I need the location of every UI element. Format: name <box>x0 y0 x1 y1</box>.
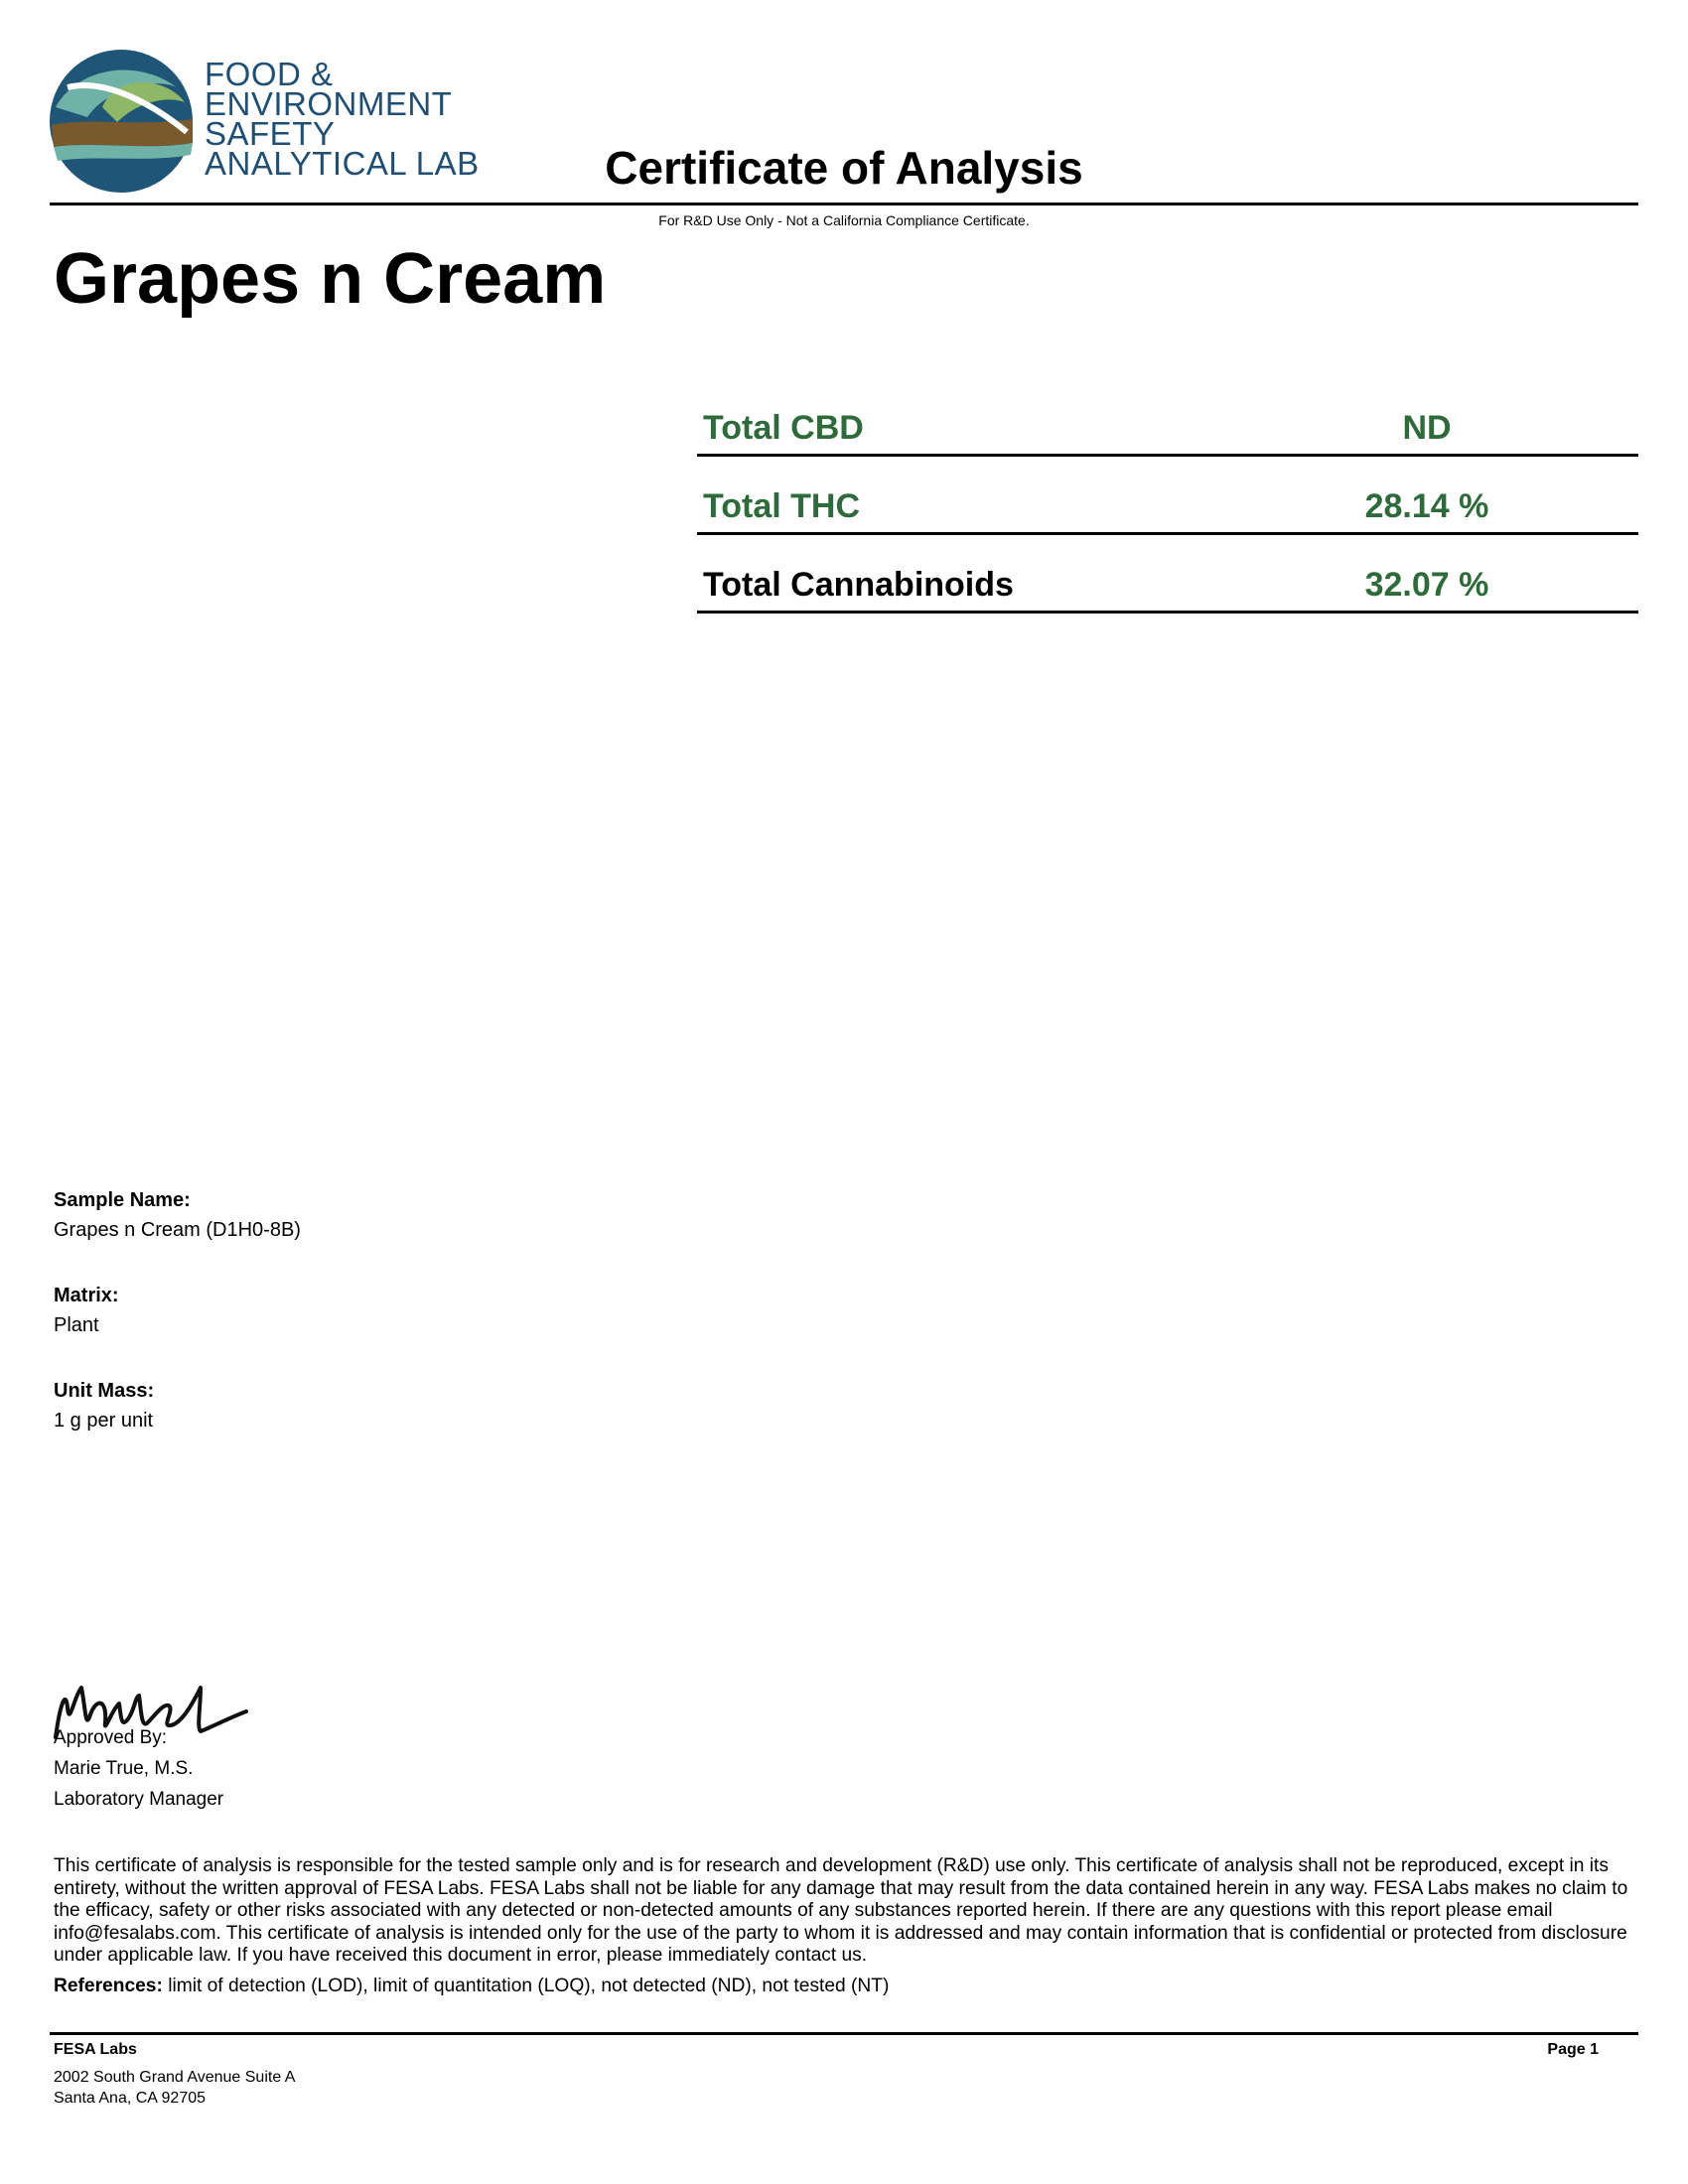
summary-row-cbd <box>697 375 1638 457</box>
summary-value: 28.14 % <box>1364 487 1489 525</box>
references <box>54 1976 889 1997</box>
lab-name-line: ENVIRONMENT <box>205 85 453 122</box>
approver-name: Marie True, M.S. <box>54 1758 194 1779</box>
footer-divider <box>50 2032 1638 2035</box>
legal-disclaimer: This certificate of analysis is responsible for the tested sample only and is for research and development (R&D) use only. This certificate of analysis shall not be reproduced, except in its entirety, without the written approval of FESA Labs. FESA Labs shall not be liable for any damage that may result from the data contained herein in any way. FESA Labs makes no claim to the efficacy, safety or other risks associated with any detected or non-detected amounts of any substances reported herein. If there are any questions with this report please email info@fesalabs.com. This certificate of analysis is intended only for the use of the party to whom it is addressed and may contain information that is confidential or protected from disclosure under applicable law. If you have received this document in error, please immediately contact us. <box>54 1855 1628 1966</box>
lab-name-line: FOOD & <box>205 56 334 92</box>
summary-label: Total Cannabinoids <box>703 566 1014 604</box>
references-text: limit of detection (LOD), limit of quantitation (LOQ), not detected (ND), not tested (NT) <box>162 1976 890 1996</box>
matrix-value: Plant <box>54 1314 99 1336</box>
footer-address-line1: 2002 South Grand Avenue Suite A <box>54 2069 296 2086</box>
lab-name <box>205 56 480 182</box>
summary-value: ND <box>1402 409 1452 447</box>
approved-by-label: Approved By: <box>54 1727 168 1748</box>
summary-label: Total THC <box>703 487 861 525</box>
header-divider <box>50 203 1638 205</box>
summary-value: 32.07 % <box>1364 566 1489 604</box>
page-number: Page 1 <box>1547 2041 1599 2058</box>
product-title: Grapes n Cream <box>54 239 607 319</box>
rd-disclaimer: For R&D Use Only - Not a California Compliance Certificate. <box>658 212 1030 228</box>
sample-name-label: Sample Name: <box>54 1189 191 1211</box>
summary-row-thc <box>697 454 1638 535</box>
document-title: Certificate of Analysis <box>605 142 1083 194</box>
lab-name-line: ANALYTICAL LAB <box>205 145 480 182</box>
lab-name-line: SAFETY <box>205 115 336 152</box>
footer-address-line2: Santa Ana, CA 92705 <box>54 2090 207 2107</box>
unit-mass-label: Unit Mass: <box>54 1380 155 1402</box>
summary-label: Total CBD <box>703 409 864 447</box>
references-label: References: <box>54 1976 163 1996</box>
approver-role: Laboratory Manager <box>54 1789 224 1810</box>
footer-company: FESA Labs <box>54 2041 137 2058</box>
summary-row-cannabinoids <box>697 532 1638 614</box>
lab-logo <box>48 48 195 195</box>
matrix-label: Matrix: <box>54 1285 119 1306</box>
unit-mass-value: 1 g per unit <box>54 1410 154 1432</box>
sample-name-value: Grapes n Cream (D1H0-8B) <box>54 1219 301 1241</box>
